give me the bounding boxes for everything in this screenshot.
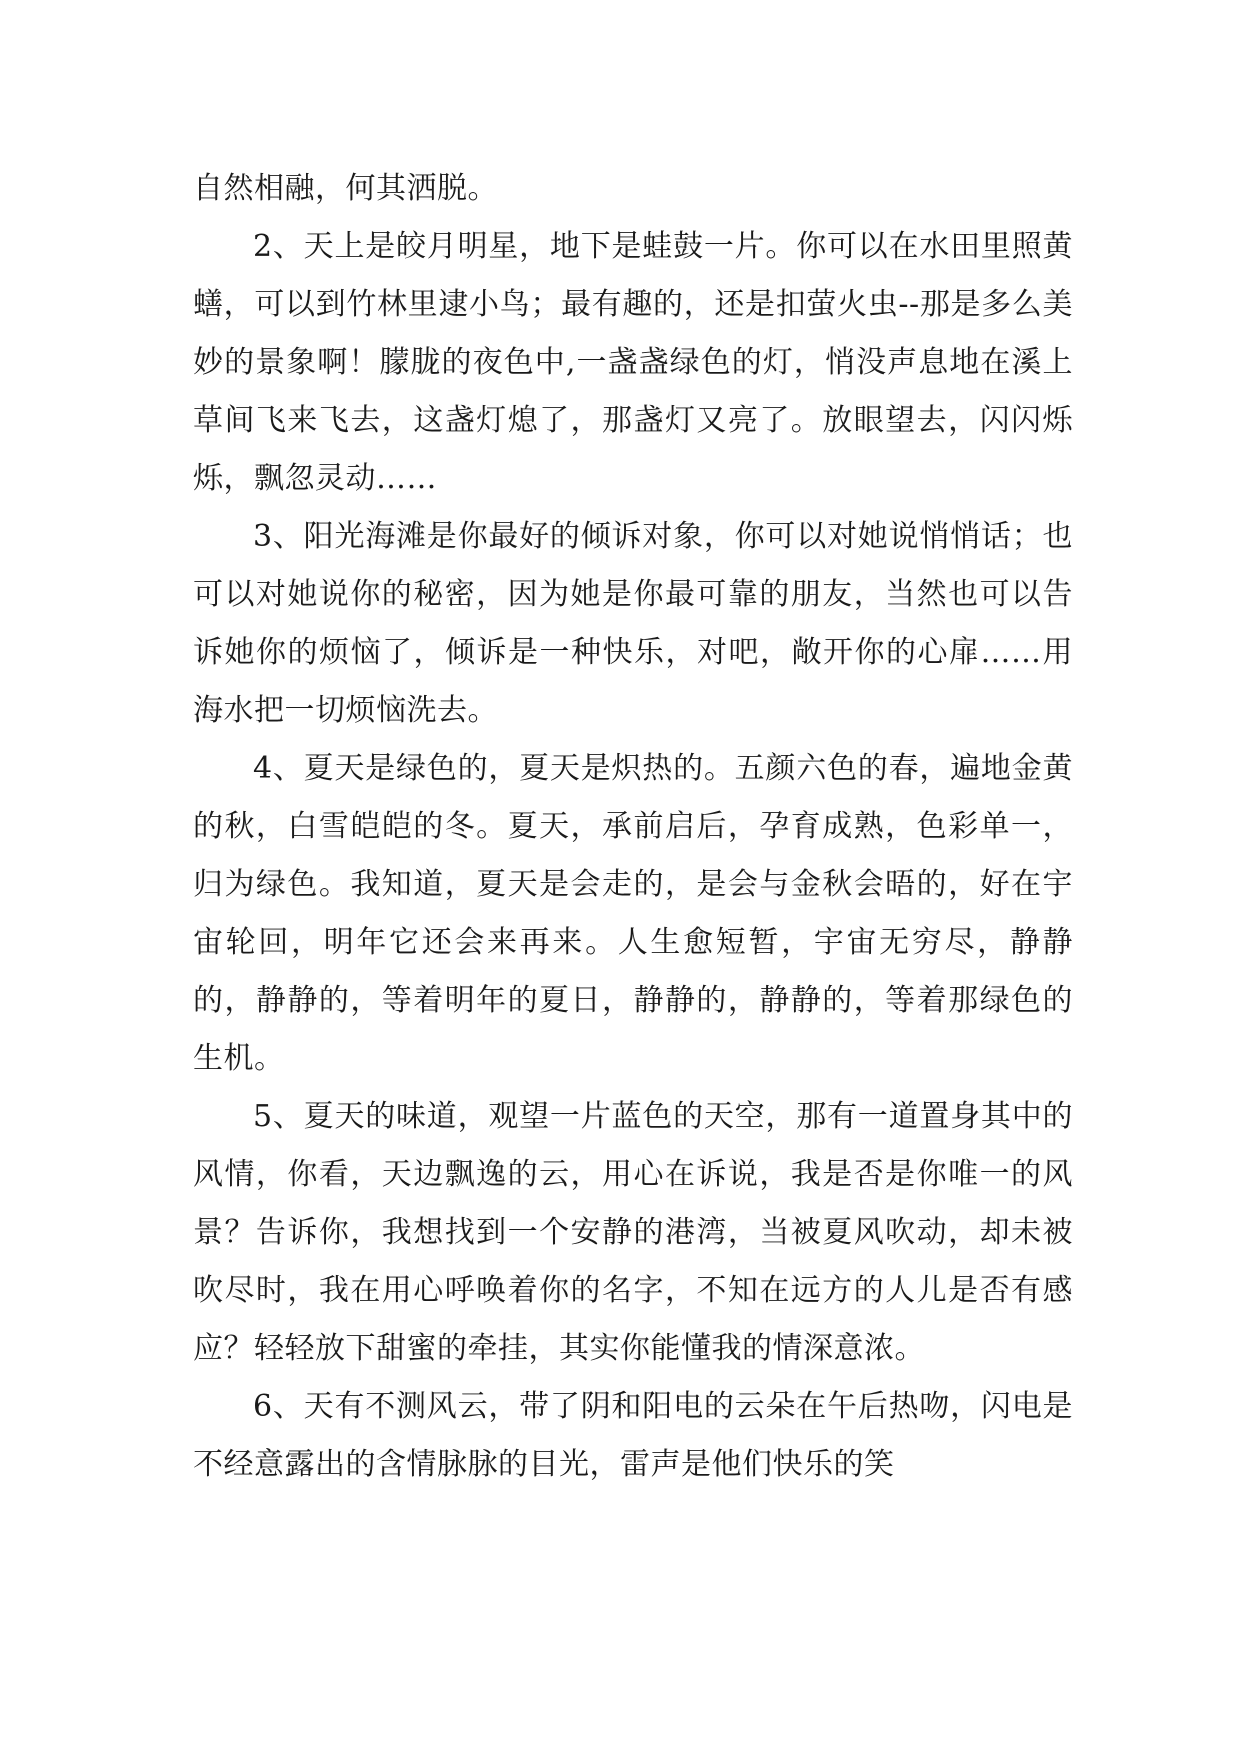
paragraph-3: 3、阳光海滩是你最好的倾诉对象，你可以对她说悄悄话；也可以对她说你的秘密，因为她是你最可靠的朋友，当然也可以告诉她你的烦恼了，倾诉是一种快乐，对吧，敞开你的心扉……用海水把一切烦恼洗去。 (193, 519, 1073, 728)
paragraph-continuation: 自然相融，何其洒脱。 (193, 171, 498, 206)
paragraph-6: 6、天有不测风云，带了阴和阳电的云朵在午后热吻，闪电是不经意露出的含情脉脉的目光，雷声是他们快乐的笑 (193, 1389, 1073, 1482)
paragraph-4: 4、夏天是绿色的，夏天是炽热的。五颜六色的春，遍地金黄的秋，白雪皑皑的冬。夏天，承前启后，孕育成熟，色彩单一，归为绿色。我知道，夏天是会走的，是会与金秋会晤的，好在宇宙轮回，明年它还会来再来。人生愈短暂，宇宙无穷尽，静静的，静静的，等着明年的夏日，静静的，静静的，等着那绿色的生机。 (193, 751, 1073, 1076)
document-body (193, 160, 1073, 1494)
paragraph-5: 5、夏天的味道，观望一片蓝色的天空，那有一道置身其中的风情，你看，天边飘逸的云，用心在诉说，我是否是你唯一的风景？告诉你，我想找到一个安静的港湾，当被夏风吹动，却未被吹尽时，我在用心呼唤着你的名字，不知在远方的人儿是否有感应？轻轻放下甜蜜的牵挂，其实你能懂我的情深意浓。 (193, 1099, 1073, 1366)
paragraph-2: 2、天上是皎月明星，地下是蛙鼓一片。你可以在水田里照黄蟮，可以到竹林里逮小鸟；最有趣的，还是扣萤火虫--那是多么美妙的景象啊！朦胧的夜色中,一盏盏绿色的灯，悄没声息地在溪上草间飞来飞去，这盏灯熄了，那盏灯又亮了。放眼望去，闪闪烁烁，飘忽灵动…… (193, 229, 1073, 496)
